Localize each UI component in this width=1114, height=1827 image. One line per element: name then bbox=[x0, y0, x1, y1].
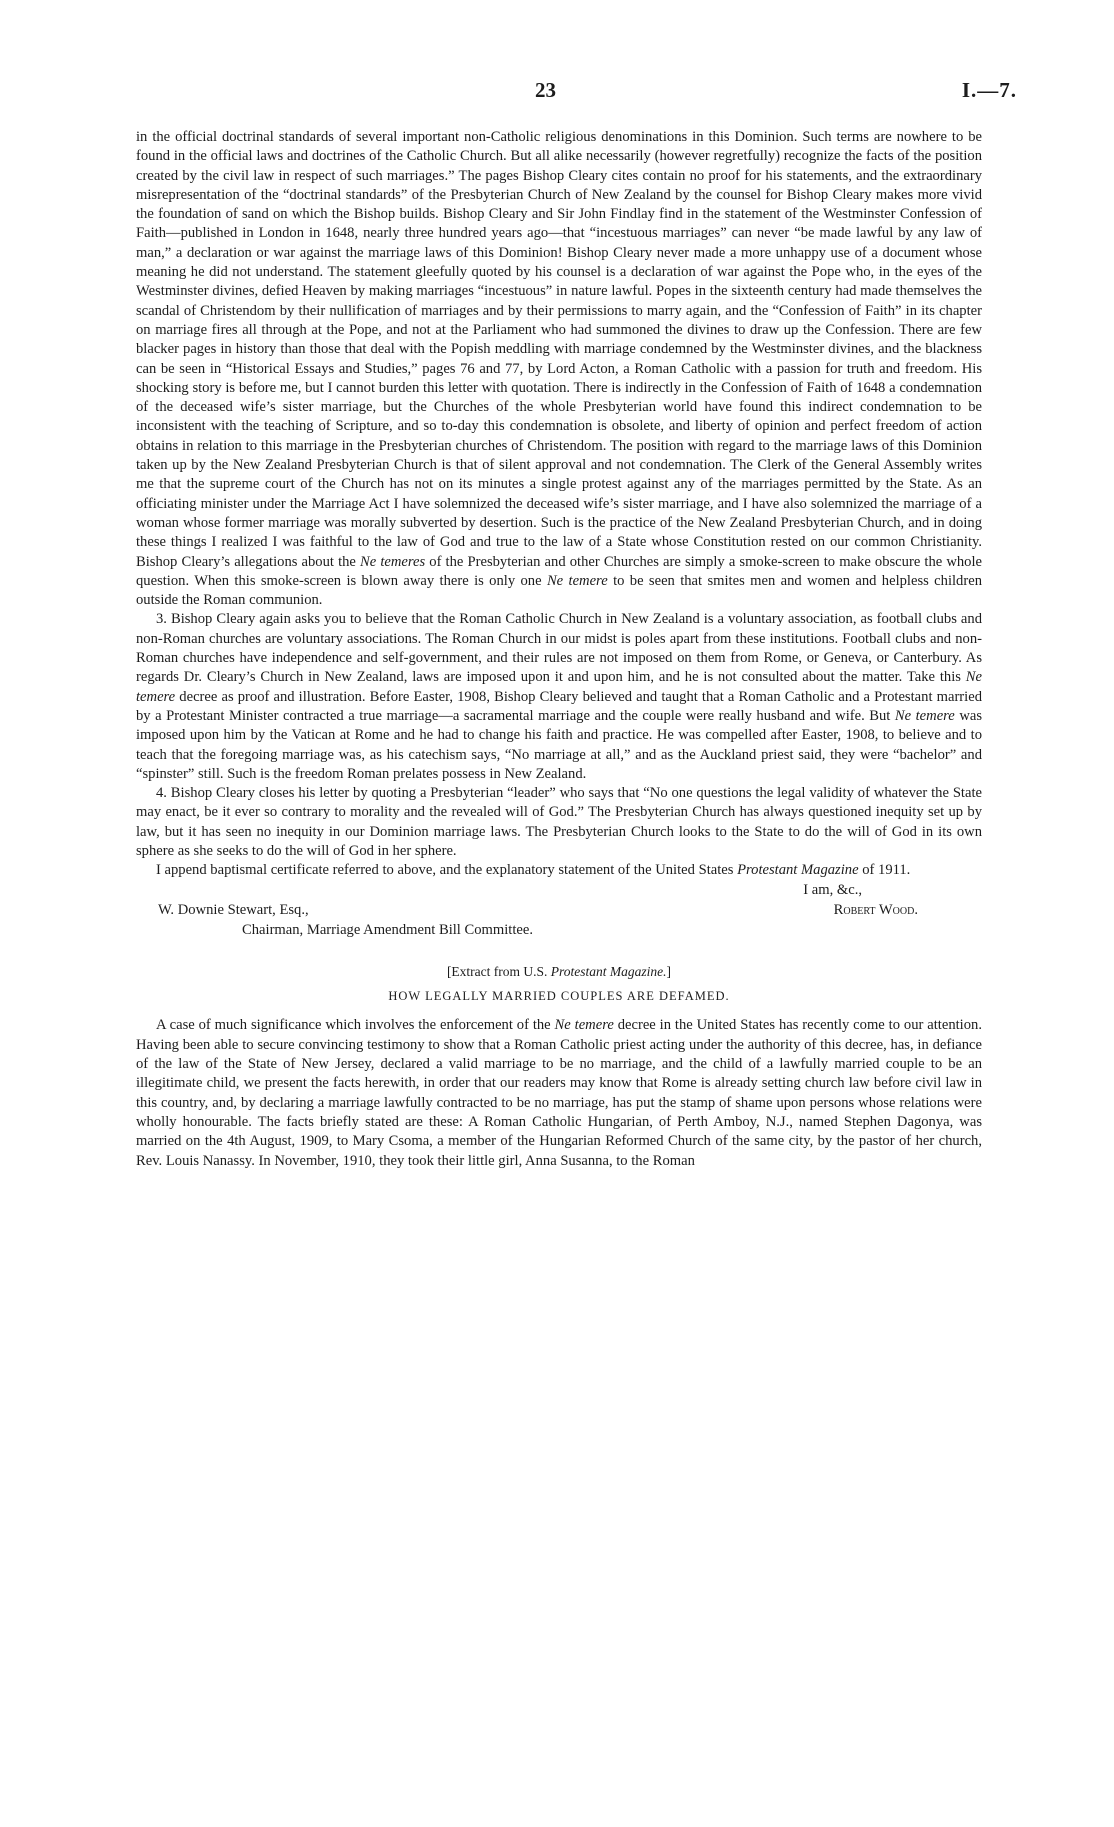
addressee-name: W. Downie Stewart, Esq., bbox=[158, 901, 309, 918]
signature: Robert Wood. bbox=[833, 901, 918, 918]
signature-row bbox=[136, 901, 982, 921]
italic-term: Ne temeres bbox=[360, 553, 426, 570]
page-number: 23 bbox=[535, 78, 556, 102]
italic-term: Ne temere bbox=[894, 707, 955, 724]
italic-title: Protestant Magazine bbox=[737, 862, 859, 879]
italic-term: Ne temere bbox=[136, 669, 982, 705]
page-header bbox=[0, 78, 1114, 108]
paragraph-4: 4. Bishop Cleary closes his letter by quoting a Presbyterian “leader” who says that “No one questions the legal validity of whatever the State may enact, be it ever so contrary to morality and the revealed will of God.” The Presbyterian Church has always questioned inequity set up by law, but it has seen no inequity in our Dominion marriage laws. The Presbyterian Church looks to the State to do the will of God in its own sphere as she seeks to do the will of God in her sphere. bbox=[136, 785, 982, 859]
paragraph-2-continued: in the official doctrinal standards of several important non-Catholic religious denominations in this Dominion. Such terms are nowhere to be found in the official laws and doctrines of the Catholic Church. But all alike necessarily (however regretfully) recognize the facts of the position created by the civil law in respect of such marriages.” The pages Bishop Cleary cites contain no proof for his statements, and the extraordinary misrepresentation of the “doctrinal standards” of the Presbyterian Church of New Zealand by the counsel for Bishop Cleary makes more vivid the foundation of sand on which the Bishop builds. Bishop Cleary and Sir John Findlay find in the statement of the Westminster Confession of Faith—published in London in 1648, nearly three hundred years ago—that “incestuous marriages” can never “be made lawful by any law of man,” a declaration or war against the marriage laws of this Dominion! Bishop Cleary never made a more unhappy use of a document whose meaning he did not understand. The statement gleefully quoted by his counsel is a declaration of war against the Pope who, in the eyes of the Westminster divines, defied Heaven by making marriages “incestuous” in nature lawful. Popes in the sixteenth century had made themselves the scandal of Christendom by their nullification of marriages and by their permissions to marry again, and the “Confession of Faith” in its chapter on marriage fires all through at the Pope, and not at the Parliament who had summoned the divines to draw up the Confession. There are few blacker pages in history than those that deal with the Popish meddling with marriage condemned by the Westminster divines, and the blackness can be seen in “Historical Essays and Studies,” pages 76 and 77, by Lord Acton, a Roman Catholic with a passion for truth and freedom. His shocking story is before me, but I cannot burden this letter with quotation. There is indirectly in the Confession of Faith of 1648 a condemnation of the deceased wife’s sister marriage, but the Churches of the whole Presbyterian world have found this indirect condemnation to be inconsistent with the teaching of Scripture, and so to-day this condemnation is obsolete, and liberty of opinion and perfect freedom of action obtains in relation to this marriage in the Presbyterian churches of Christendom. The position with regard to the marriage laws of this Dominion taken up by the New Zealand Presbyterian Church is that of silent approval and not condemnation. The Clerk of the General Assembly writes me that the supreme court of the Church has not on its minutes a single protest against any of the marriages permitted by the State. As an officiating minister under the Marriage Act I have solemnized the deceased wife’s sister marriage, and I have also solemnized the marriage of a woman whose former marriage was morally subverted by desertion. Such is the practice of the New Zealand Presbyterian Church, and in doing these things I realized I was faithful to the law of God and true to the law of a State whose Constitution rested on our common Christianity. Bishop Cleary’s allegations about the Ne temeres of the Presbyterian and other Churches are simply a smoke-screen to make obscure the whole question. When this smoke-screen is blown away there is only one Ne temere to be seen that smites men and women and helpless children outside the Roman communion. bbox=[136, 129, 982, 609]
addressee-title: Chairman, Marriage Amendment Bill Committee. bbox=[242, 921, 534, 938]
document-reference: I.—7. bbox=[961, 78, 1017, 102]
closing-row bbox=[136, 881, 982, 901]
closing: I am, &c., bbox=[803, 881, 862, 898]
extract-source: [Extract from U.S. Protestant Magazine.] bbox=[446, 963, 672, 979]
paragraph-3: 3. Bishop Cleary again asks you to believe that the Roman Catholic Church in New Zealand is a voluntary association, as football clubs and non-Roman churches are voluntary associations. The Roman Church in our midst is poles apart from these institutions. Football clubs and non-Roman churches have independence and self-government, and their rules are not imposed on them from Rome, or Geneva, or Canterbury. As regards Dr. Cleary’s Church in New Zealand, laws are imposed upon it and upon him, and he is not consulted about the matter. Take this Ne temere decree as proof and illustration. Before Easter, 1908, Bishop Cleary believed and taught that a Roman Catholic and a Protestant married by a Protestant Minister contracted a true marriage—a sacramental marriage and the couple were really husband and wife. But Ne temere was imposed upon him by the Vatican at Rome and he had to change his faith and practice. He was compelled after Easter, 1908, to believe and to teach that the foregoing marriage was, as his catechism says, “No marriage at all,” and as the Auckland priest said, they were “bachelor” and “spinster” still. Such is the freedom Roman prelates possess in New Zealand. bbox=[136, 611, 983, 782]
italic-term: Ne temere bbox=[546, 572, 608, 589]
extract-heading: HOW LEGALLY MARRIED COUPLES ARE DEFAMED. bbox=[388, 989, 730, 1004]
paragraph-append: I append baptismal certificate referred to above, and the explanatory statement of the United States Protestant Magazine of 1911. bbox=[156, 862, 911, 879]
italic-term: Ne temere bbox=[554, 1017, 614, 1034]
extract-paragraph: A case of much significance which involves the enforcement of the Ne temere decree in the United States has recently come to our attention. Having been able to secure convincing testimony to show that a Roman Catholic priest acting under the authority of this decree, has, in defiance of the law of the State of New Jersey, declared a valid marriage to be no marriage, and the child of a lawfully married couple to be an illegitimate child, we present the facts herewith, in order that our readers may know that Rome is already setting church law before civil law in this country, and, by declaring a marriage lawfully contracted to be no marriage, has put the stamp of shame upon persons whose relations were wholly honourable. The facts briefly stated are these: A Roman Catholic Hungarian, of Perth Amboy, N.J., named Stephen Dagonya, was married on the 4th August, 1909, to Mary Csoma, a member of the Hungarian Reformed Church of the same city, by the pastor of her church, Rev. Louis Nanassy. In November, 1910, they took their little girl, Anna Susanna, to the Roman bbox=[136, 1017, 982, 1169]
letter-body bbox=[136, 128, 982, 1171]
